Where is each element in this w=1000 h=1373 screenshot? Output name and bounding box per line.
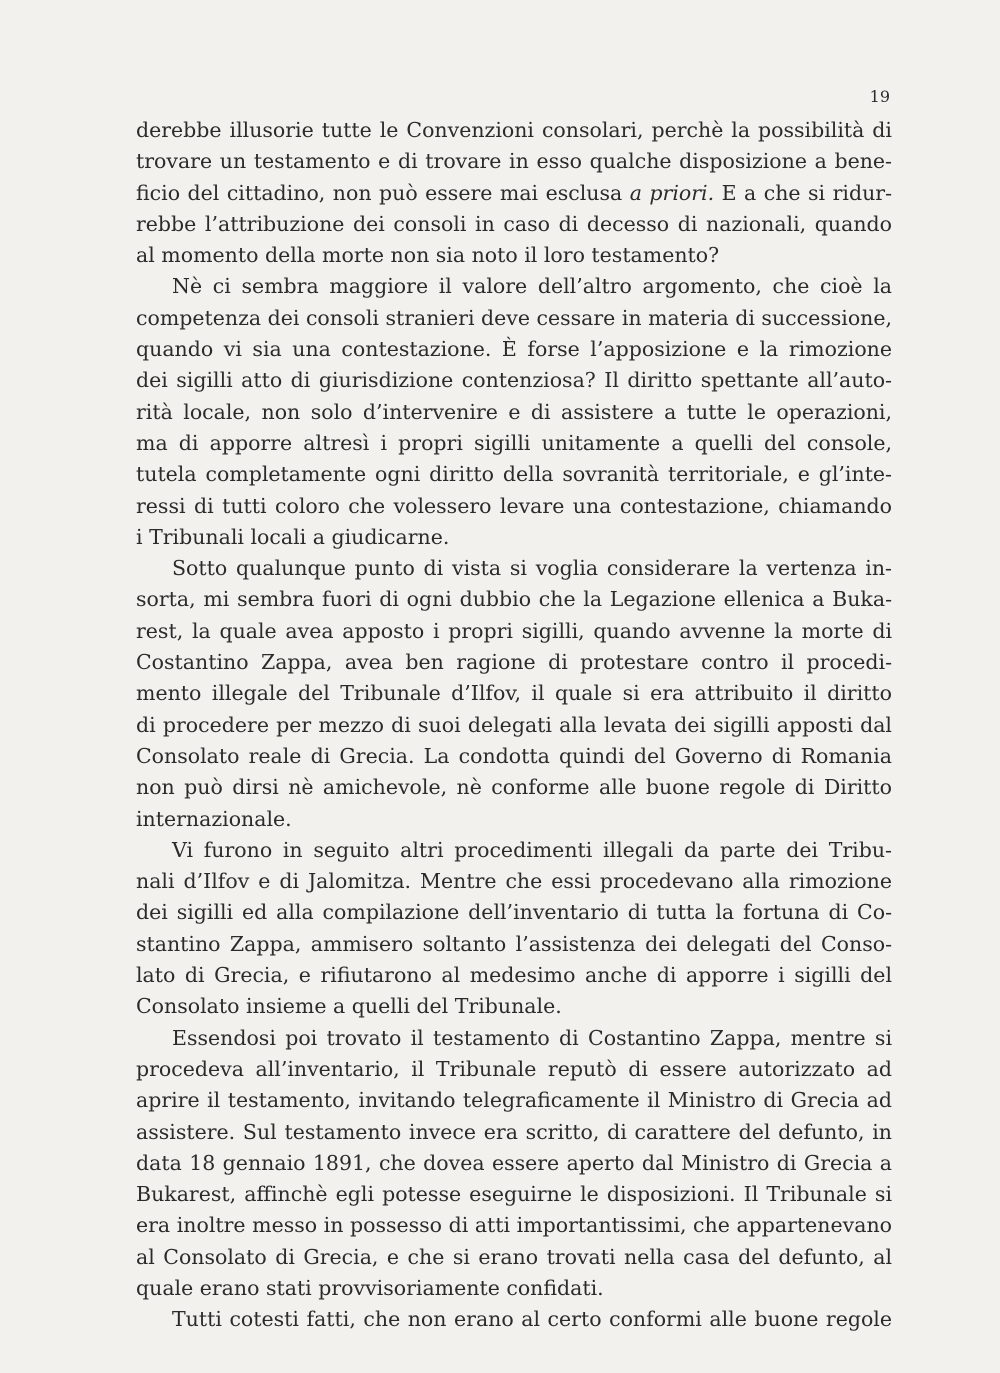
text-line: al Consolato di Grecia, e che si erano trovati nella casa del defunto, al <box>136 1244 892 1269</box>
text-line: quale erano stati provvisoriamente confidati. <box>136 1275 604 1300</box>
text-line: ma di apporre altresì i propri sigilli unitamente a quelli del console, <box>136 430 892 455</box>
text-line: Consolato reale di Grecia. La condotta quindi del Governo di Romania <box>136 743 892 768</box>
text-line: derebbe illusorie tutte le Convenzioni consolari, perchè la possibilità di <box>136 118 892 142</box>
text-segment: E a che si ridur- <box>714 180 892 205</box>
text-line: quando vi sia una contestazione. È forse l’apposizione e la rimozione <box>136 337 892 362</box>
text-line: dei sigilli atto di giurisdizione contenziosa? Il diritto spettante all’auto- <box>136 368 892 393</box>
text-line: Tutti cotesti fatti, che non erano al certo conformi alle buone regole <box>172 1307 892 1332</box>
text-line: internazionale. <box>136 806 292 831</box>
text-segment: ficio del cittadino, non può essere mai esclusa <box>136 180 630 205</box>
page-number: 19 <box>869 87 890 106</box>
text-line: trovare un testamento e di trovare in esso qualche disposizione a bene- <box>136 149 892 174</box>
text-line: dei sigilli ed alla compilazione dell’inventario di tutta la fortuna di Co- <box>136 900 892 925</box>
text-line: ressi di tutti coloro che volessero levare una contestazione, chiamando <box>136 493 892 518</box>
text-line: non può dirsi nè amichevole, nè conforme alle buone regole di Diritto <box>136 775 892 800</box>
text-line: assistere. Sul testamento invece era scritto, di carattere del defunto, in <box>136 1119 892 1144</box>
text-line: competenza dei consoli stranieri deve cessare in materia di successione, <box>136 305 892 330</box>
italic-phrase: a priori. <box>629 180 715 205</box>
text-line: Consolato insieme a quelli del Tribunale. <box>136 994 562 1019</box>
text-line: stantino Zappa, ammisero soltanto l’assistenza dei delegati del Conso- <box>136 931 892 956</box>
text-line: Vi furono in seguito altri procedimenti illegali da parte dei Tribu- <box>172 837 892 862</box>
text-line: rità locale, non solo d’intervenire e di assistere a tutte le operazioni, <box>136 399 892 424</box>
text-line: rest, la quale avea apposto i propri sigilli, quando avvenne la morte di <box>136 618 892 643</box>
text-line: Nè ci sembra maggiore il valore dell’altro argomento, che cioè la <box>172 274 892 299</box>
text-line: tutela completamente ogni diritto della sovranità territoriale, e gl’inte- <box>136 462 892 487</box>
text-line: di procedere per mezzo di suoi delegati alla levata dei sigilli apposti dal <box>136 712 892 737</box>
text-line: mento illegale del Tribunale d’Ilfov, il quale si era attribuito il diritto <box>136 681 892 706</box>
text-line: nali d’Ilfov e di Jalomitza. Mentre che essi procedevano alla rimozione <box>136 869 892 894</box>
text-line: al momento della morte non sia noto il loro testamento? <box>136 243 720 268</box>
text-line: Sotto qualunque punto di vista si voglia considerare la vertenza in- <box>172 556 892 581</box>
text-line: data 18 gennaio 1891, che dovea essere aperto dal Ministro di Grecia a <box>136 1150 892 1175</box>
text-line: Essendosi poi trovato il testamento di Costantino Zappa, mentre si <box>172 1025 892 1050</box>
text-line: Bukarest, affinchè egli potesse eseguirne le disposizioni. Il Tribunale si <box>136 1182 892 1207</box>
text-line: sorta, mi sembra fuori di ogni dubbio che la Legazione ellenica a Buka- <box>136 587 892 612</box>
body-text <box>136 115 892 1336</box>
text-line <box>136 178 892 209</box>
text-line: Costantino Zappa, avea ben ragione di protestare contro il procedi- <box>136 650 892 675</box>
text-line: i Tribunali locali a giudicarne. <box>136 524 450 549</box>
text-line: era inoltre messo in possesso di atti importantissimi, che appartenevano <box>136 1213 892 1238</box>
text-line: rebbe l’attribuzione dei consoli in caso di decesso di nazionali, quando <box>136 211 892 236</box>
text-line: aprire il testamento, invitando telegraficamente il Ministro di Grecia ad <box>136 1088 892 1113</box>
text-line: lato di Grecia, e rifiutarono al medesimo anche di apporre i sigilli del <box>136 963 892 988</box>
text-line: procedeva all’inventario, il Tribunale reputò di essere autorizzato ad <box>136 1056 892 1081</box>
